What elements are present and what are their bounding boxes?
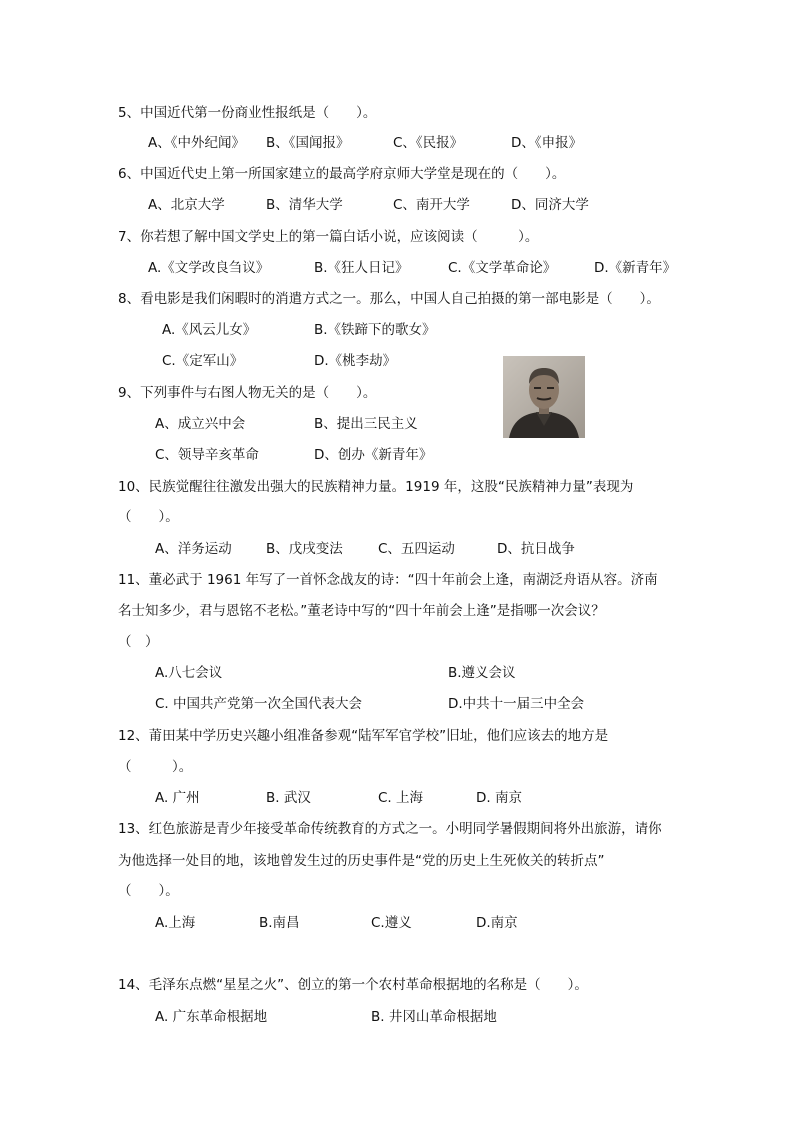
- q11-option-b: B.遵义会议: [448, 665, 516, 681]
- portrait-image: [503, 356, 585, 438]
- question-13-stem-line3: （ ）。: [118, 883, 179, 899]
- q6-option-c: C、南开大学: [393, 197, 470, 213]
- q11-option-d: D.中共十一届三中全会: [448, 696, 585, 712]
- q12-option-d: D. 南京: [476, 790, 522, 806]
- q12-option-b: B. 武汉: [266, 790, 311, 806]
- portrait-photo: [503, 356, 585, 438]
- question-8-stem: 8、看电影是我们闲暇时的消遣方式之一。那么，中国人自己拍摄的第一部电影是（ ）。: [118, 291, 660, 307]
- q6-option-d: D、同济大学: [511, 197, 589, 213]
- q5-option-d: D、《申报》: [511, 135, 583, 151]
- question-7-stem: 7、你若想了解中国文学史上的第一篇白话小说，应该阅读（ ）。: [118, 229, 539, 245]
- q7-option-a: A.《文学改良刍议》: [148, 260, 270, 276]
- question-13-stem-line1: 13、红色旅游是青少年接受革命传统教育的方式之一。小明同学暑假期间将外出旅游，请你: [118, 821, 662, 837]
- question-10-stem-line2: （ ）。: [118, 509, 179, 525]
- question-11-stem-line2: 名士知多少，君与恩铭不老松。”董老诗中写的“四十年前会上逢”是指哪一次会议？: [118, 603, 605, 619]
- q8-option-a: A.《风云儿女》: [162, 322, 257, 338]
- q10-option-a: A、洋务运动: [155, 541, 232, 557]
- q10-option-c: C、五四运动: [378, 541, 455, 557]
- question-6-stem: 6、中国近代史上第一所国家建立的最高学府京师大学堂是现在的（ ）。: [118, 166, 566, 182]
- q12-option-a: A. 广州: [155, 790, 200, 806]
- q6-option-a: A、北京大学: [148, 197, 225, 213]
- question-10-stem-line1: 10、民族觉醒往往激发出强大的民族精神力量。1919 年，这股“民族精神力量”表现为: [118, 479, 634, 495]
- q8-option-c: C.《定军山》: [162, 353, 244, 369]
- question-12-stem-line2: （ ）。: [118, 759, 193, 775]
- q5-option-b: B、《国闻报》: [266, 135, 350, 151]
- q13-option-c: C.遵义: [371, 915, 412, 931]
- question-5-stem: 5、中国近代第一份商业性报纸是（ ）。: [118, 105, 377, 121]
- q14-option-a: A. 广东革命根据地: [155, 1009, 268, 1025]
- question-11-stem-line3: （ ）: [118, 634, 159, 650]
- q13-option-d: D.南京: [476, 915, 518, 931]
- q13-option-b: B.南昌: [259, 915, 300, 931]
- q9-option-b: B、提出三民主义: [314, 416, 418, 432]
- q5-option-a: A、《中外纪闻》: [148, 135, 245, 151]
- q10-option-b: B、戊戌变法: [266, 541, 343, 557]
- q7-option-b: B.《狂人日记》: [314, 260, 409, 276]
- q7-option-c: C.《文学革命论》: [448, 260, 557, 276]
- question-9-stem: 9、下列事件与右图人物无关的是（ ）。: [118, 385, 377, 401]
- question-12-stem-line1: 12、莆田某中学历史兴趣小组准备参观“陆军军官学校”旧址，他们应该去的地方是: [118, 728, 609, 744]
- q5-option-c: C、《民报》: [393, 135, 464, 151]
- question-13-stem-line2: 为他选择一处目的地，该地曾发生过的历史事件是“党的历史上生死攸关的转折点”: [118, 853, 605, 869]
- q8-option-b: B.《铁蹄下的歌女》: [314, 322, 436, 338]
- q8-option-d: D.《桃李劫》: [314, 353, 397, 369]
- q9-option-c: C、领导辛亥革命: [155, 447, 259, 463]
- q7-option-d: D.《新青年》: [594, 260, 677, 276]
- question-14-stem: 14、毛泽东点燃“星星之火”、创立的第一个农村革命根据地的名称是（ ）。: [118, 977, 588, 993]
- q9-option-d: D、创办《新青年》: [314, 447, 433, 463]
- q11-option-c: C. 中国共产党第一次全国代表大会: [155, 696, 363, 712]
- q12-option-c: C. 上海: [378, 790, 424, 806]
- q14-option-b: B. 井冈山革命根据地: [371, 1009, 497, 1025]
- q11-option-a: A.八七会议: [155, 665, 223, 681]
- question-11-stem-line1: 11、董必武于 1961 年写了一首怀念战友的诗：“四十年前会上逢，南湖泛舟语从容。济南: [118, 572, 658, 588]
- q9-option-a: A、成立兴中会: [155, 416, 246, 432]
- q10-option-d: D、抗日战争: [497, 541, 575, 557]
- q6-option-b: B、清华大学: [266, 197, 343, 213]
- q13-option-a: A.上海: [155, 915, 196, 931]
